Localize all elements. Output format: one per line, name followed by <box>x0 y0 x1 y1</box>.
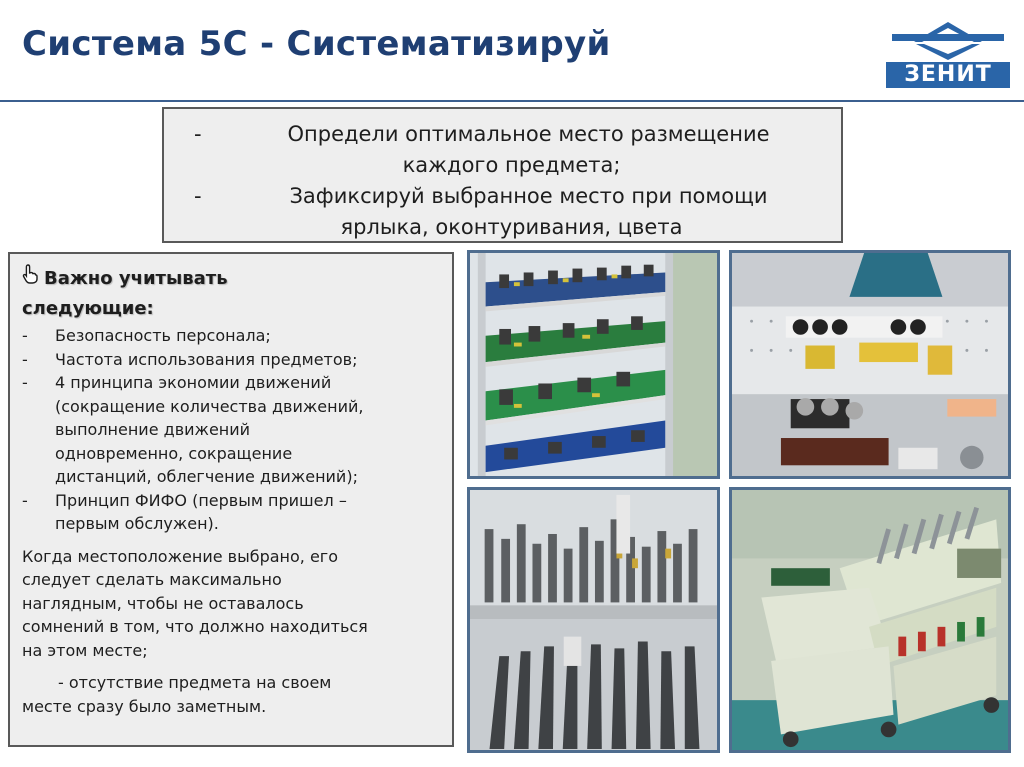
absence-paragraph: - отсутствие предмета на своем месте сразу было заметным. <box>22 673 332 716</box>
list-item: - 4 принципа экономии движений (сокращение количества движений, выполнение движений одновременно, сокращение дистанций, облегчение движений); <box>22 373 364 486</box>
instruction-line: - Зафиксируй выбранное место при помощи <box>194 184 768 208</box>
logo-text: ЗЕНИТ <box>886 62 1010 88</box>
page-title: Система 5С - Систематизируй <box>22 24 611 64</box>
list-item: - Частота использования предметов; <box>22 349 358 369</box>
tool-cart-photo <box>729 487 1011 753</box>
location-paragraph: Когда местоположение выбрано, его следует сделать максимально наглядным, чтобы не оставалось сомнений в том, что должно находиться на этом месте; <box>22 546 368 660</box>
tool-shelf-photo <box>467 250 720 479</box>
title-divider <box>0 100 1024 102</box>
instruction-line: каждого предмета; <box>402 153 621 177</box>
instructions-box <box>162 107 843 243</box>
considerations-heading: Важно учитывать следующие: <box>22 264 444 324</box>
considerations-list <box>22 324 444 536</box>
list-item: - Принцип ФИФО (первым пришел – первым обслужен). <box>22 490 347 533</box>
instruction-line: ярлыка, оконтуривания, цвета <box>340 215 683 239</box>
cutting-tools-photo <box>467 487 720 753</box>
tool-board-photo <box>729 250 1011 479</box>
pointing-hand-icon <box>22 264 44 294</box>
logo-emblem-icon <box>886 22 1010 62</box>
zenit-logo <box>886 22 1010 88</box>
instruction-line: - Определи оптимальное место размещение <box>194 122 770 146</box>
considerations-box <box>8 252 454 747</box>
list-item: - Безопасность персонала; <box>22 326 271 345</box>
